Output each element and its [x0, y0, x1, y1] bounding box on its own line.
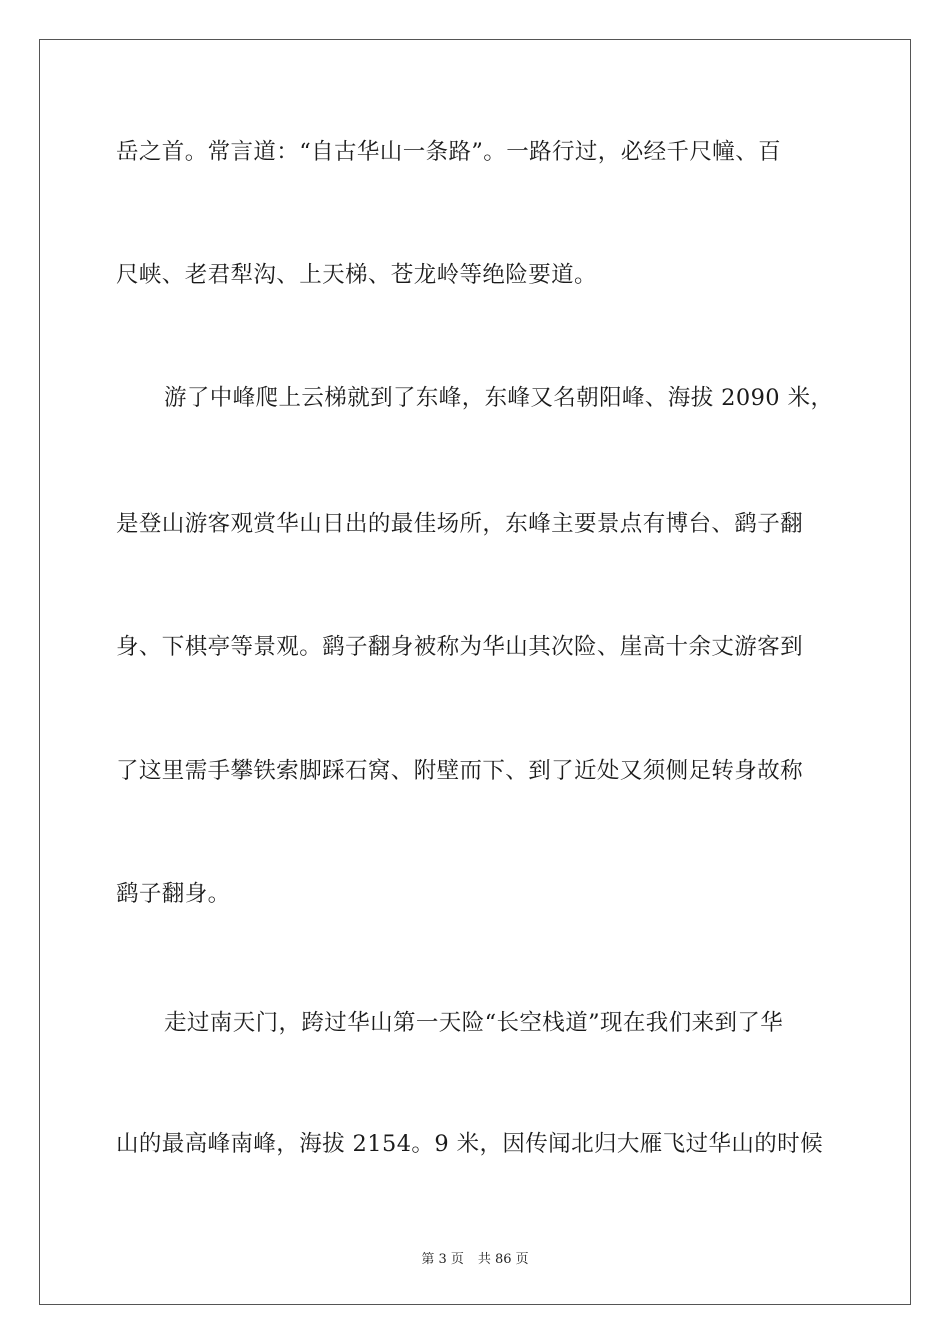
page-footer — [0, 1248, 950, 1267]
text-line-4: 是登山游客观赏华山日出的最佳场所，东峰主要景点有博台、鹞子翻 — [116, 511, 804, 537]
text-line-6: 了这里需手攀铁索脚踩石窝、附壁而下、到了近处又须侧足转身故称 — [116, 758, 804, 784]
page-number: 第 3 页 — [421, 1252, 464, 1267]
text-line-2: 尺峡、老君犁沟、上天梯、苍龙岭等绝险要道。 — [116, 262, 597, 288]
text-line-3: 游了中峰爬上云梯就到了东峰，东峰又名朝阳峰、海拔 2090 米， — [164, 385, 834, 411]
page-frame — [39, 39, 911, 1305]
text-line-1: 岳之首。常言道：“自古华山一条路”。一路行过，必经千尺幢、百 — [116, 139, 782, 165]
text-line-8: 走过南天门，跨过华山第一天险“长空栈道”现在我们来到了华 — [164, 1010, 784, 1036]
text-line-7: 鹞子翻身。 — [116, 881, 231, 907]
page-total: 共 86 页 — [477, 1252, 529, 1267]
text-line-5: 身、下棋亭等景观。鹞子翻身被称为华山其次险、崖高十余丈游客到 — [116, 634, 804, 660]
text-line-9: 山的最高峰南峰，海拔 2154。9 米，因传闻北归大雁飞过华山的时候 — [116, 1131, 823, 1157]
